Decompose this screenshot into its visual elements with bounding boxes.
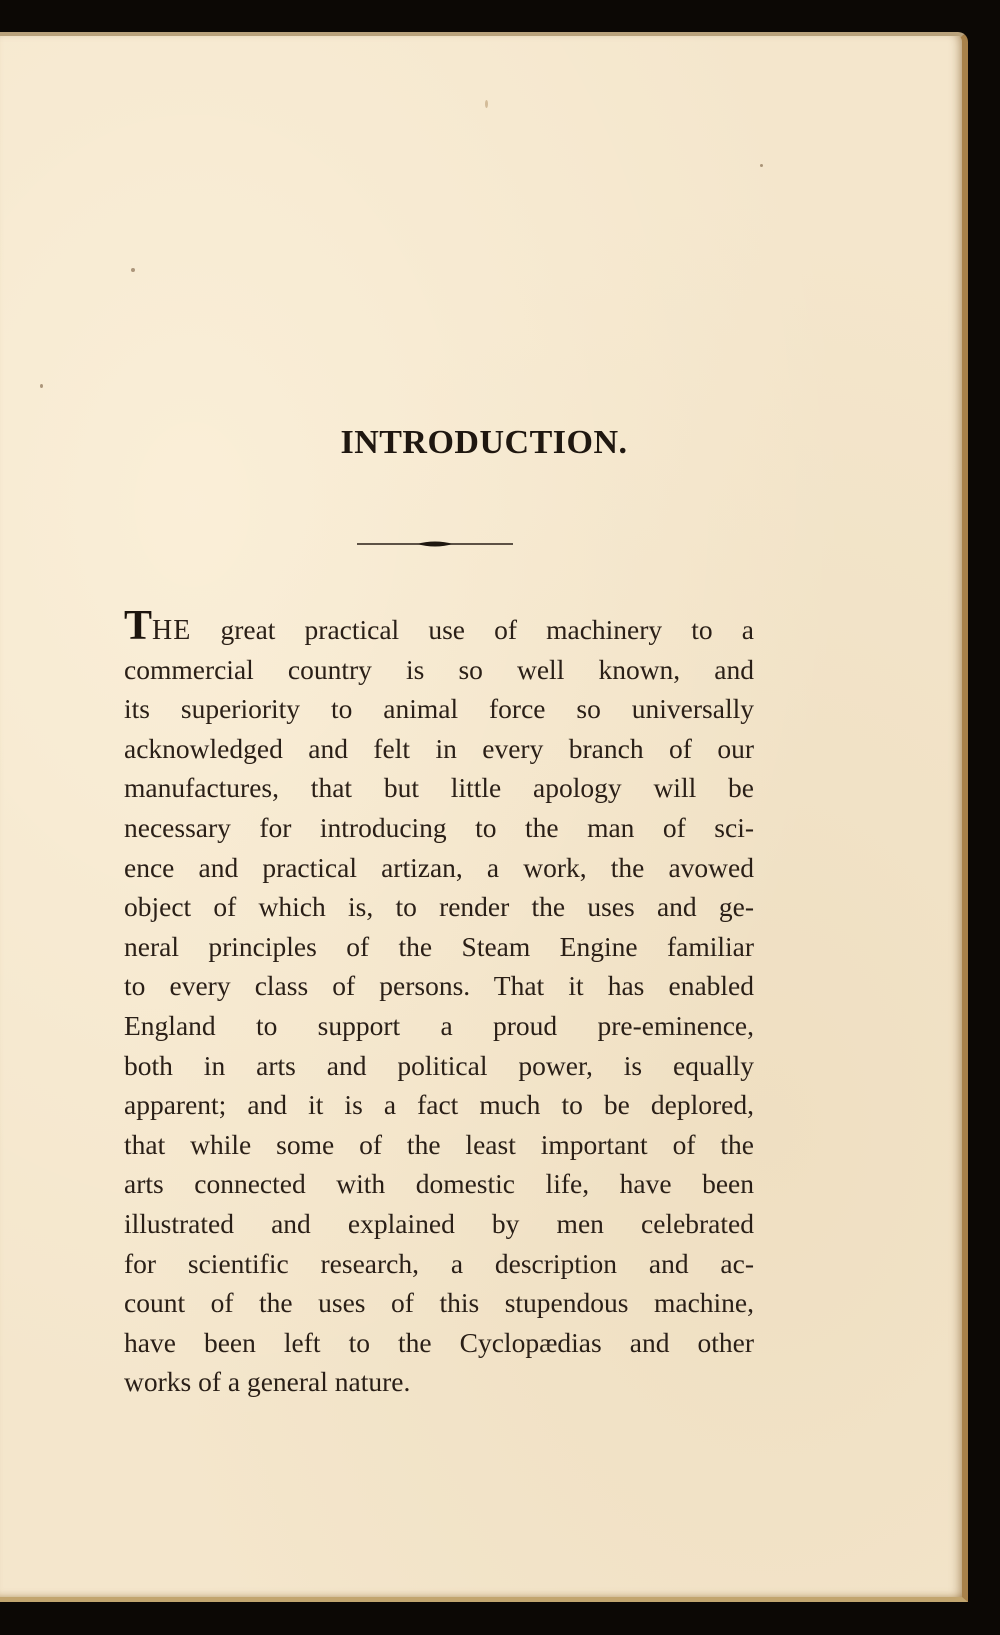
paper-speck <box>760 164 763 167</box>
text-line: arts connected with domestic life, have been <box>124 1168 754 1200</box>
paper-speck <box>131 268 135 272</box>
text-line-content: great practical use of machinery to a <box>220 614 754 645</box>
text-line: neral principles of the Steam Engine familiar <box>124 930 754 962</box>
text-line: illustrated and explained by men celebrated <box>124 1207 754 1239</box>
paper-speck <box>485 100 488 108</box>
rule-with-diamond-icon <box>355 538 515 550</box>
text-line: England to support a proud pre-eminence, <box>124 1009 754 1041</box>
text-line: necessary for introducing to the man of sci- <box>124 811 754 843</box>
text-line: count of the uses of this stupendous machine, <box>124 1287 754 1319</box>
text-line: object of which is, to render the uses and ge- <box>124 891 754 923</box>
text-line: that while some of the least important of the <box>124 1128 754 1160</box>
text-line: works of a general nature. <box>124 1366 411 1398</box>
page-heading: INTRODUCTION. <box>340 424 628 461</box>
text-line: to every class of persons. That it has enabled <box>124 970 754 1002</box>
book-page <box>0 32 968 1602</box>
text-line: for scientific research, a description and ac- <box>124 1247 754 1279</box>
first-word-smallcaps: HE <box>152 615 192 646</box>
text-line <box>124 603 754 650</box>
text-line: ence and practical artizan, a work, the avowed <box>124 851 754 883</box>
text-line: its superiority to animal force so universally <box>124 693 754 725</box>
text-line: acknowledged and felt in every branch of our <box>124 732 754 764</box>
drop-cap: T <box>124 603 153 649</box>
text-line: manufactures, that but little apology will be <box>124 772 754 804</box>
text-line: have been left to the Cyclopædias and other <box>124 1326 754 1358</box>
paper-speck <box>40 384 43 388</box>
text-line: apparent; and it is a fact much to be deplored, <box>124 1089 754 1121</box>
text-line: commercial country is so well known, and <box>124 653 754 685</box>
introduction-paragraph <box>124 603 754 1402</box>
text-line: both in arts and political power, is equally <box>124 1049 754 1081</box>
